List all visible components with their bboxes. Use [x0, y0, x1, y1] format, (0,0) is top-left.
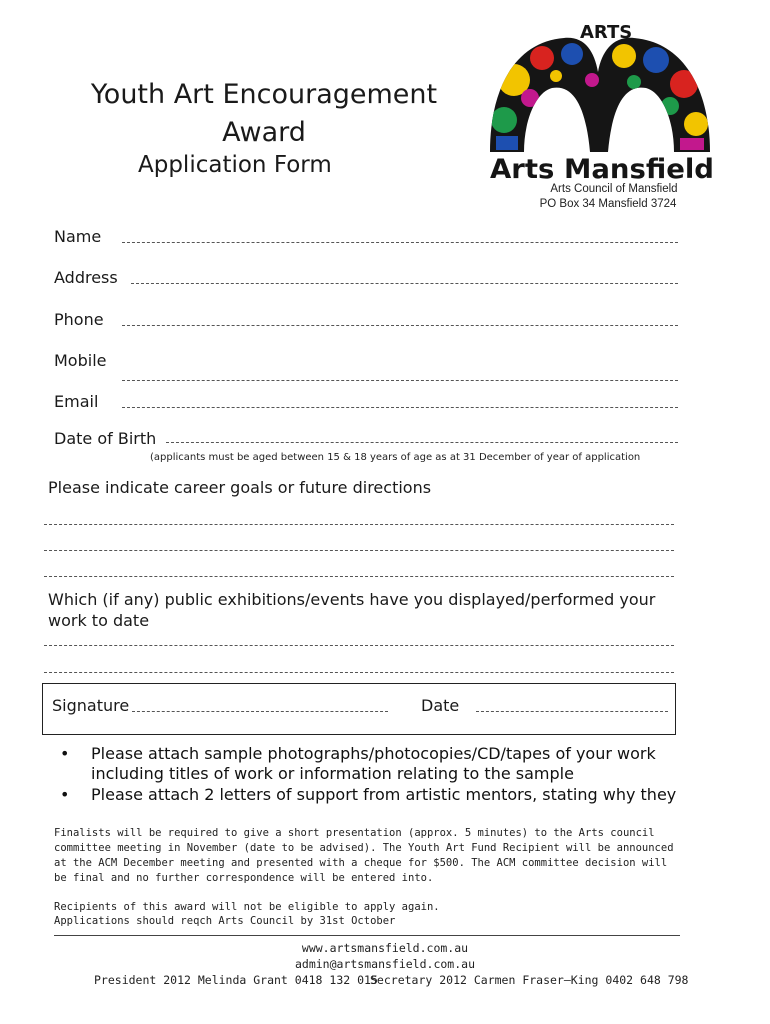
- email-field-line[interactable]: [122, 407, 678, 408]
- bullet-dot-2: •: [60, 785, 70, 804]
- phone-field-line[interactable]: [122, 325, 678, 326]
- footer-website[interactable]: www.artsmansfield.com.au: [301, 941, 469, 955]
- phone-label: Phone: [54, 310, 104, 329]
- career-answer-line-1[interactable]: [44, 524, 674, 525]
- email-label: Email: [54, 392, 99, 411]
- career-answer-line-2[interactable]: [44, 550, 674, 551]
- mobile-field-line[interactable]: [122, 380, 678, 381]
- name-label: Name: [54, 227, 102, 246]
- exhibitions-question: Which (if any) public exhibitions/events have you displayed/performed your work to date: [48, 590, 656, 630]
- bullet-item-1: Please attach sample photographs/photocopies/CD/tapes of your work including titles of work or information relating to the sample: [91, 744, 656, 783]
- dob-age-note: (applicants must be aged between 15 & 18 years of age as at 31 December of year of application: [150, 452, 641, 463]
- signature-field-line[interactable]: [132, 711, 388, 712]
- dob-label: Date of Birth: [54, 429, 157, 448]
- finalists-note: Finalists will be required to give a short presentation (approx. 5 minutes) to the Arts council committee meeting in November (date to be advised). The Youth Art Fund Recipient will be announced at the ACM December meeting and presented with a cheque for $500. The ACM committee decision will be final and no further correspondence will be entered into.: [54, 827, 674, 884]
- bullet-item-2: Please attach 2 letters of support from artistic mentors, stating why they: [91, 785, 677, 804]
- eligibility-note: Recipients of this award will not be eligible to apply again.: [54, 901, 440, 913]
- logo-mosaic-arch-icon: [484, 20, 716, 190]
- form-subtitle: Application Form: [138, 152, 332, 178]
- footer-president: President 2012 Melinda Grant 0418 132 015: [94, 973, 378, 987]
- signature-box: [42, 683, 676, 735]
- council-name: Arts Council of Mansfield: [550, 183, 678, 195]
- career-answer-line-3[interactable]: [44, 576, 674, 577]
- deadline-note: Applications should reqch Arts Council by 31st October: [54, 915, 396, 927]
- arts-mansfield-logo: [484, 20, 716, 190]
- council-address: PO Box 34 Mansfield 3724: [539, 198, 677, 210]
- exhibitions-answer-line-1[interactable]: [44, 645, 674, 646]
- footer-divider: [54, 935, 680, 936]
- footer-email[interactable]: admin@artsmansfield.com.au: [294, 957, 475, 971]
- name-field-line[interactable]: [122, 242, 678, 243]
- form-title: Youth Art Encouragement Award: [90, 79, 438, 148]
- date-label: Date: [421, 696, 460, 715]
- logo-arch-text: ARTS: [580, 22, 633, 43]
- address-field-line[interactable]: [131, 283, 678, 284]
- signature-label: Signature: [52, 696, 130, 715]
- career-question: Please indicate career goals or future directions: [48, 478, 432, 497]
- address-label: Address: [54, 268, 118, 287]
- mobile-label: Mobile: [54, 351, 107, 370]
- date-field-line[interactable]: [476, 711, 668, 712]
- footer-secretary: Secretary 2012 Carmen Fraser–King 0402 648 798: [370, 973, 689, 987]
- bullet-dot-1: •: [60, 744, 70, 763]
- logo-name: Arts Mansfield: [490, 154, 714, 185]
- exhibitions-answer-line-2[interactable]: [44, 672, 674, 673]
- dob-field-line[interactable]: [166, 442, 678, 443]
